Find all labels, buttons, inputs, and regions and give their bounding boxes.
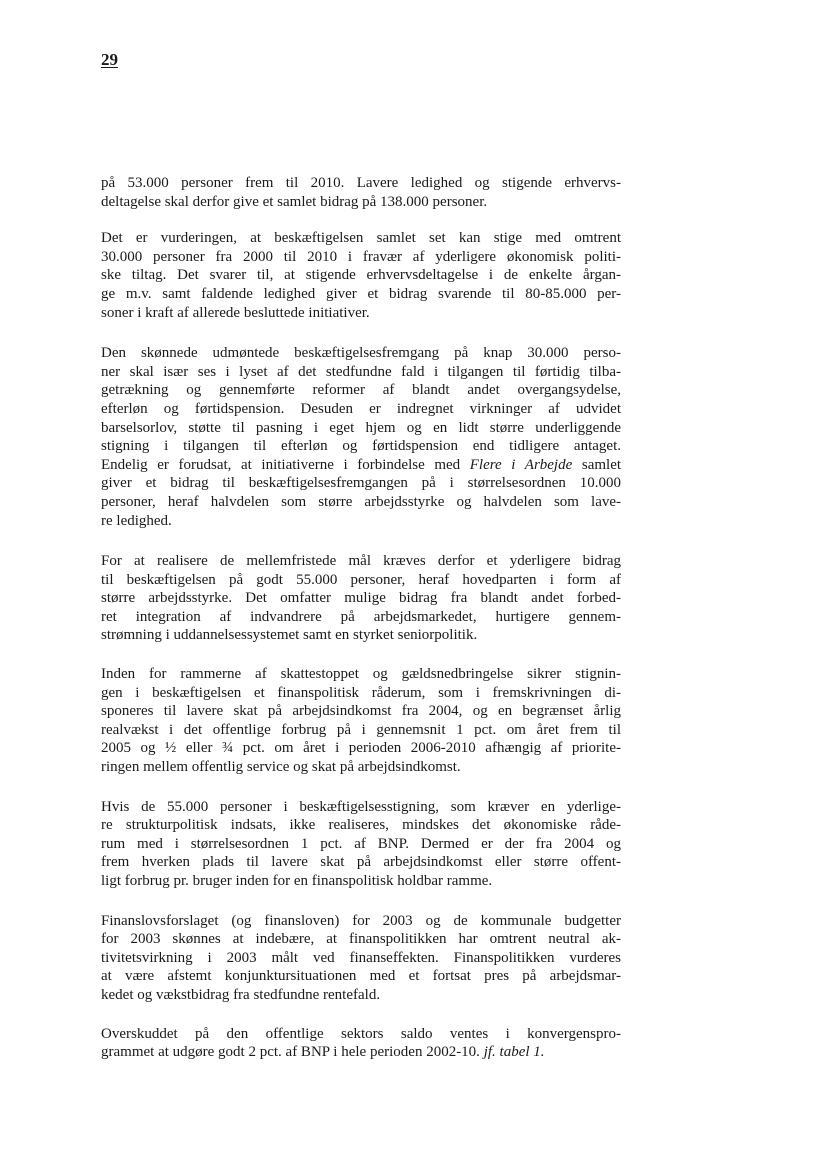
paragraph-6 bbox=[101, 798, 621, 891]
text-line: tivitetsvirkning i 2003 målt ved finanseffekten. Finanspolitikken vurderes bbox=[101, 949, 621, 966]
text-line: ret integration af indvandrere på arbejdsmarkedet, hurtigere gennem- bbox=[101, 608, 621, 625]
text-line: Hvis de 55.000 personer i beskæftigelsesstigning, som kræver en yderlige- bbox=[101, 798, 621, 815]
text-line: ge m.v. samt faldende ledighed giver et bidrag svarende til 80-85.000 per- bbox=[101, 285, 621, 302]
text-line: stigning i tilgangen til efterløn og førtidspension end tidligere antaget. bbox=[101, 438, 621, 455]
text-line: 30.000 personer fra 2000 til 2010 i fravær af yderligere økonomisk politi- bbox=[101, 248, 621, 265]
text-segment: Endelig er forudsat, at initiativerne i forbindelse med bbox=[101, 456, 461, 473]
text-line: kedet og vækstbidrag fra stedfundne rentefald. bbox=[101, 986, 381, 1003]
paragraph-5 bbox=[101, 665, 621, 777]
italic-title: Flere i Arbejde bbox=[469, 456, 573, 473]
text-line-with-reference bbox=[101, 1043, 621, 1062]
text-line: for 2003 skønnes at indebære, at finanspolitikken har omtrent neutral ak- bbox=[101, 931, 621, 948]
text-line: re strukturpolitisk indsats, ikke realiseres, mindskes det økonomiske råde- bbox=[101, 817, 621, 834]
text-line: Den skønnede udmøntede beskæftigelsesfremgang på knap 30.000 perso- bbox=[101, 345, 621, 362]
text-line: Overskuddet på den offentlige sektors saldo ventes i konvergenspro- bbox=[101, 1025, 621, 1042]
text-line-with-italic bbox=[101, 456, 621, 475]
paragraph-7 bbox=[101, 912, 621, 1005]
paragraph-2 bbox=[101, 229, 621, 322]
text-line: deltagelse skal derfor give et samlet bidrag på 138.000 personer. bbox=[101, 193, 488, 210]
text-line: ner skal især ses i lyset af det stedfundne fald i tilgangen til førtidig tilba- bbox=[101, 363, 621, 380]
paragraph-8 bbox=[101, 1025, 621, 1062]
text-line: til beskæftigelsen på godt 55.000 personer, heraf hovedparten i form af bbox=[101, 571, 621, 588]
text-segment: samlet bbox=[572, 456, 622, 473]
text-line: strømning i uddannelsessystemet samt en styrket seniorpolitik. bbox=[101, 627, 478, 644]
text-line: barselsorlov, støtte til pasning i eget hjem og en lidt større underliggende bbox=[101, 419, 621, 436]
page-number: 29 bbox=[101, 50, 118, 69]
text-line: personer, heraf halvdelen som større arbejdsstyrke og halvdelen som lave- bbox=[101, 493, 621, 510]
text-line: For at realisere de mellemfristede mål kræves derfor et yderligere bidrag bbox=[101, 553, 621, 570]
text-line: sponeres til lavere skat på arbejdsindkomst fra 2004, og en begrænset årlig bbox=[101, 703, 621, 720]
table-reference: jf. tabel 1. bbox=[483, 1044, 545, 1061]
text-line: efterløn og førtidspension. Desuden er indregnet virkninger af udvidet bbox=[101, 400, 621, 417]
text-line: Finanslovsforslaget (og finansloven) for 2003 og de kommunale budgetter bbox=[101, 912, 621, 929]
text-line: Det er vurderingen, at beskæftigelsen samlet set kan stige med omtrent bbox=[101, 230, 621, 247]
text-line: på 53.000 personer frem til 2010. Lavere ledighed og stigende erhvervs- bbox=[101, 175, 621, 191]
text-line: ringen mellem offentlig service og skat på arbejdsindkomst. bbox=[101, 759, 461, 776]
text-line: frem hverken plads til lavere skat på arbejdsindkomst eller større offent- bbox=[101, 854, 621, 871]
text-line: getrækning og gennemførte reformer af blandt andet overgangsydelse, bbox=[101, 382, 621, 399]
body-text bbox=[101, 174, 621, 1081]
paragraph-1 bbox=[101, 174, 621, 211]
text-line: større arbejdsstyrke. Det omfatter mulige bidrag fra blandt andet forbed- bbox=[101, 590, 621, 607]
text-line: re ledighed. bbox=[101, 512, 172, 529]
text-line: ske tiltag. Det svarer til, at stigende erhvervsdeltagelse i de enkelte årgan- bbox=[101, 267, 621, 284]
text-line: at være afstemt konjunktursituationen med et fortsat pres på arbejdsmar- bbox=[101, 968, 621, 985]
text-line: soner i kraft af allerede besluttede initiativer. bbox=[101, 304, 370, 321]
text-line: 2005 og ½ eller ¾ pct. om året i perioden 2006-2010 afhængig af priorite- bbox=[101, 740, 621, 757]
paragraph-3 bbox=[101, 344, 621, 530]
text-line: ligt forbrug pr. bruger inden for en finanspolitisk holdbar ramme. bbox=[101, 873, 493, 889]
paragraph-4 bbox=[101, 552, 621, 645]
text-line: realvækst i det offentlige forbrug på i gennemsnit 1 pct. om året frem til bbox=[101, 721, 621, 738]
text-line: rum med i størrelsesordnen 1 pct. af BNP. Dermed er der fra 2004 og bbox=[101, 835, 621, 852]
text-line: Inden for rammerne af skattestoppet og gældsnedbringelse sikrer stignin- bbox=[101, 666, 621, 683]
text-segment: grammet at udgøre godt 2 pct. af BNP i hele perioden 2002-10. bbox=[101, 1044, 480, 1061]
text-line: giver et bidrag til beskæftigelsesfremgangen på i størrelsesordnen 10.000 bbox=[101, 475, 621, 492]
text-line: gen i beskæftigelsen et finanspolitisk råderum, som i fremskrivningen di- bbox=[101, 684, 621, 701]
